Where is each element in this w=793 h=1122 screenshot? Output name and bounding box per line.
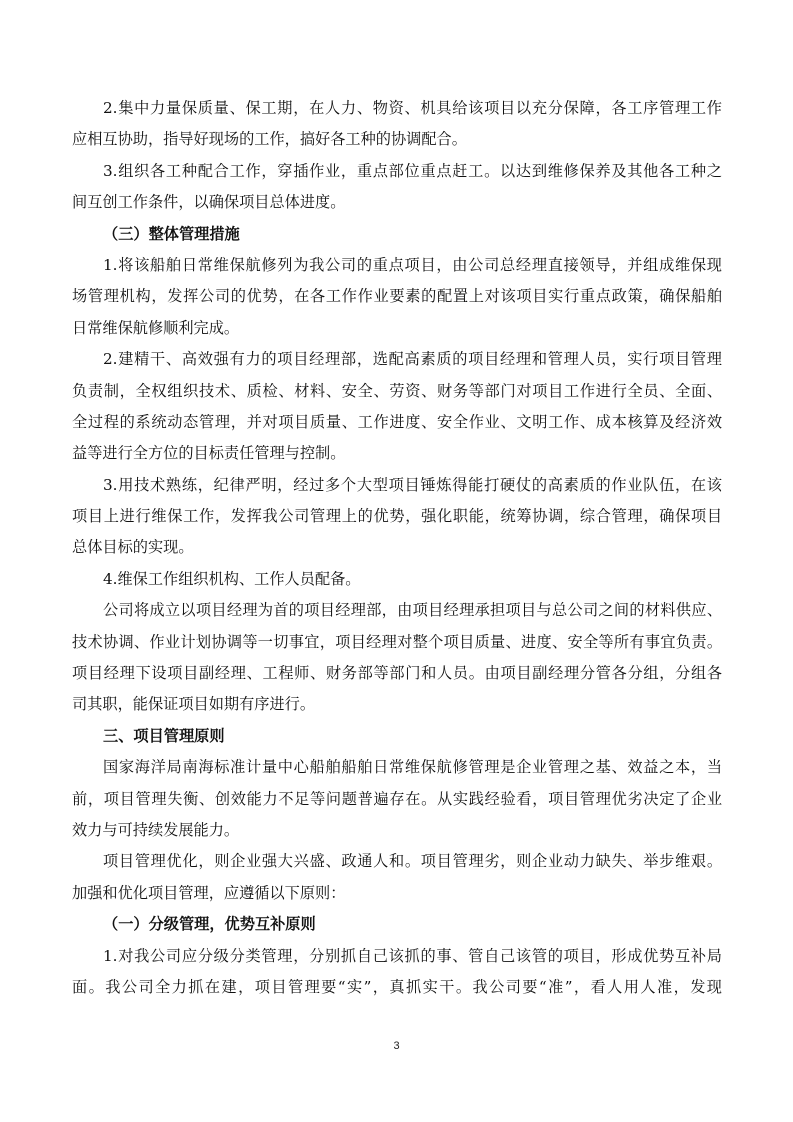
text-line: 4.维保工作组织机构、工作人员配备。 [103,569,361,588]
text-line: 间互创工作条件，以确保项目总体进度。 [72,193,346,212]
text-line: 应相互协助，指导好现场的工作，搞好各工种的协调配合。 [72,130,467,149]
text-line: 总体目标的实现。 [72,538,194,557]
text-line: 项目管理优化，则企业强大兴盛、政通人和。项目管理劣，则企业动力缺失、举步维艰。 [103,852,722,871]
text-line: 前，项目管理失衡、创效能力不足等问题普遍存在。从实践经验看，项目管理优劣决定了企业 [72,789,722,808]
paragraph [72,941,722,1004]
text-line: 项目上进行维保工作，发挥我公司管理上的优势，强化职能，统筹协调，综合管理，确保项目 [72,507,722,526]
paragraph [72,470,722,564]
heading-text: 三、项目管理原则 [103,726,225,745]
paragraph [72,156,722,219]
page-number: 3 [393,1040,400,1052]
text-line: 司其职，能保证项目如期有序进行。 [72,695,315,714]
text-line: 技术协调、作业计划协调等一切事宜，项目经理对整个项目质量、进度、安全等所有事宜负责。 [72,632,722,651]
paragraph [72,250,722,344]
paragraph [72,595,722,721]
section-heading [72,721,722,752]
paragraph [72,344,722,470]
text-line: 3.用技术熟练，纪律严明，经过多个大型项目锤炼得能打硬仗的高素质的作业队伍，在该 [103,475,722,494]
section-heading [72,219,722,250]
text-line: 益等进行全方位的目标责任管理与控制。 [72,444,346,463]
text-line: 1.对我公司应分级分类管理，分别抓自己该抓的事、管自己该管的项目，形成优势互补局 [103,946,722,965]
paragraph [72,846,722,909]
text-line: 1.将该船舶日常维保航修列为我公司的重点项目，由公司总经理直接领导，并组成维保现 [103,255,722,274]
paragraph [72,93,722,156]
text-line: 2.建精干、高效强有力的项目经理部，选配高素质的项目经理和管理人员，实行项目管理 [103,350,722,369]
text-line: 面。我公司全力抓在建，项目管理要“实”，真抓实干。我公司要“准”，看人用人准，发现 [72,977,722,996]
heading-text: （一）分级管理，优势互补原则 [103,915,316,934]
text-line: 2.集中力量保质量、保工期，在人力、物资、机具给该项目以充分保障，各工序管理工作 [103,99,722,117]
text-line: 项目经理下设项目副经理、工程师、财务部等部门和人员。由项目副经理分管各分组，分组各 [72,664,722,683]
text-line: 全过程的系统动态管理，并对项目质量、工作进度、安全作业、文明工作、成本核算及经济效 [72,412,722,431]
text-line: 效力与可持续发展能力。 [72,820,240,839]
text-line: 3.组织各工种配合工作，穿插作业，重点部位重点赶工。以达到维修保养及其他各工种之 [103,161,722,180]
body-text [72,93,722,1003]
text-line: 负责制，全权组织技术、质检、材料、安全、劳资、财务等部门对项目工作进行全员、全面、 [72,381,722,400]
text-line: 日常维保航修顺利完成。 [72,318,240,337]
text-line: 公司将成立以项目经理为首的项目经理部，由项目经理承担项目与总公司之间的材料供应、 [103,601,722,620]
paragraph [72,564,722,595]
heading-text: （三）整体管理措施 [103,224,240,243]
text-line: 国家海洋局南海标准计量中心船舶船舶日常维保航修管理是企业管理之基、效益之本，当 [103,758,722,777]
text-line: 场管理机构，发挥公司的优势，在各工作作业要素的配置上对该项目实行重点政策，确保船舶 [72,287,722,306]
section-heading [72,909,722,940]
paragraph [72,752,722,846]
text-line: 加强和优化项目管理，应遵循以下原则： [72,883,346,902]
